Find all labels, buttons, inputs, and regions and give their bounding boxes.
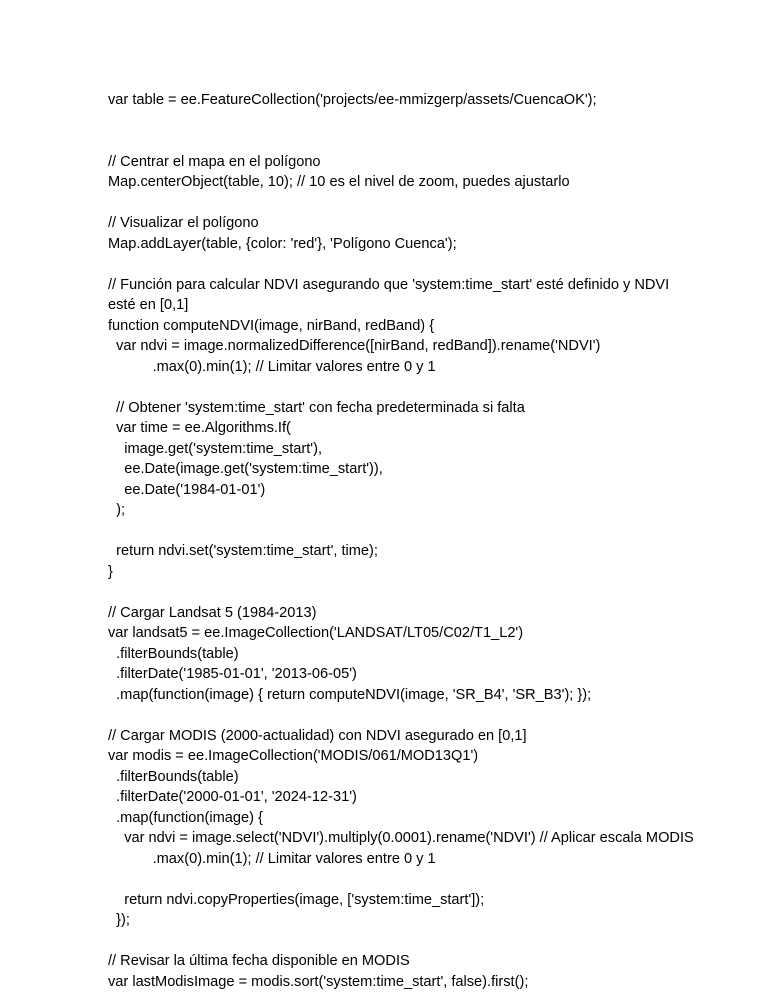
code-line: var landsat5 = ee.ImageCollection('LANDSAT/LT05/C02/T1_L2') [108,625,524,641]
code-line: .map(function(image) { return computeNDVI(image, 'SR_B4', 'SR_B3'); }); [108,686,592,703]
code-line: function computeNDVI(image, nirBand, redBand) { [108,317,435,334]
code-line [108,705,708,726]
code-line: .filterDate('2000-01-01', '2024-12-31') [108,789,357,805]
code-line [108,521,708,542]
code-line: // Obtener 'system:time_start' con fecha predeterminada si falta [108,399,525,416]
code-line: var modis = ee.ImageCollection('MODIS/061/MOD13Q1') [108,748,479,764]
code-line: // Cargar Landsat 5 (1984-2013) [108,604,317,621]
code-line [108,869,708,890]
code-line: ee.Date(image.get('system:time_start')), [108,461,383,477]
code-line: ee.Date('1984-01-01') [108,481,266,498]
code-line [108,111,708,132]
code-line: image.get('system:time_start'), [108,440,322,457]
code-line: var ndvi = image.normalizedDifference([nirBand, redBand]).rename('NDVI') [108,338,601,354]
code-line: esté en [0,1] [108,297,189,313]
code-line: // Visualizar el polígono [108,215,259,231]
code-line: var time = ee.Algorithms.If( [108,420,291,436]
code-line: return ndvi.copyProperties(image, ['system:time_start']); [108,891,485,908]
code-line: // Centrar el mapa en el polígono [108,153,321,170]
code-line: } [108,563,113,580]
code-line [108,254,708,275]
code-line: Map.addLayer(table, {color: 'red'}, 'Polígono Cuenca'); [108,235,457,252]
code-line: .map(function(image) { [108,809,263,826]
code-line [108,931,708,952]
code-line [108,193,708,214]
code-line: var table = ee.FeatureCollection('projects/ee-mmizgerp/assets/CuencaOK'); [108,92,597,108]
code-line: ); [108,502,126,518]
code-line: .filterBounds(table) [108,645,239,662]
code-line [108,582,708,603]
code-line: }); [108,912,130,928]
code-line: var lastModisImage = modis.sort('system:time_start', false).first(); [108,973,529,990]
code-line: Map.centerObject(table, 10); // 10 es el nivel de zoom, puedes ajustarlo [108,174,570,190]
code-line: return ndvi.set('system:time_start', time); [108,543,378,559]
code-line: .filterBounds(table) [108,768,239,785]
code-line: // Cargar MODIS (2000-actualidad) con NDVI asegurado en [0,1] [108,727,527,744]
code-line: var ndvi = image.select('NDVI').multiply(0.0001).rename('NDVI') // Aplicar escala MODIS [108,830,694,846]
code-line [108,131,708,152]
code-line: // Revisar la última fecha disponible en MODIS [108,953,410,969]
code-block [108,90,708,992]
code-line: .max(0).min(1); // Limitar valores entre 0 y 1 [108,358,436,375]
code-line: .filterDate('1985-01-01', '2013-06-05') [108,666,357,682]
code-line: .max(0).min(1); // Limitar valores entre 0 y 1 [108,850,436,867]
code-line [108,377,708,398]
code-line: // Función para calcular NDVI asegurando que 'system:time_start' esté definido y NDVI [108,276,670,293]
